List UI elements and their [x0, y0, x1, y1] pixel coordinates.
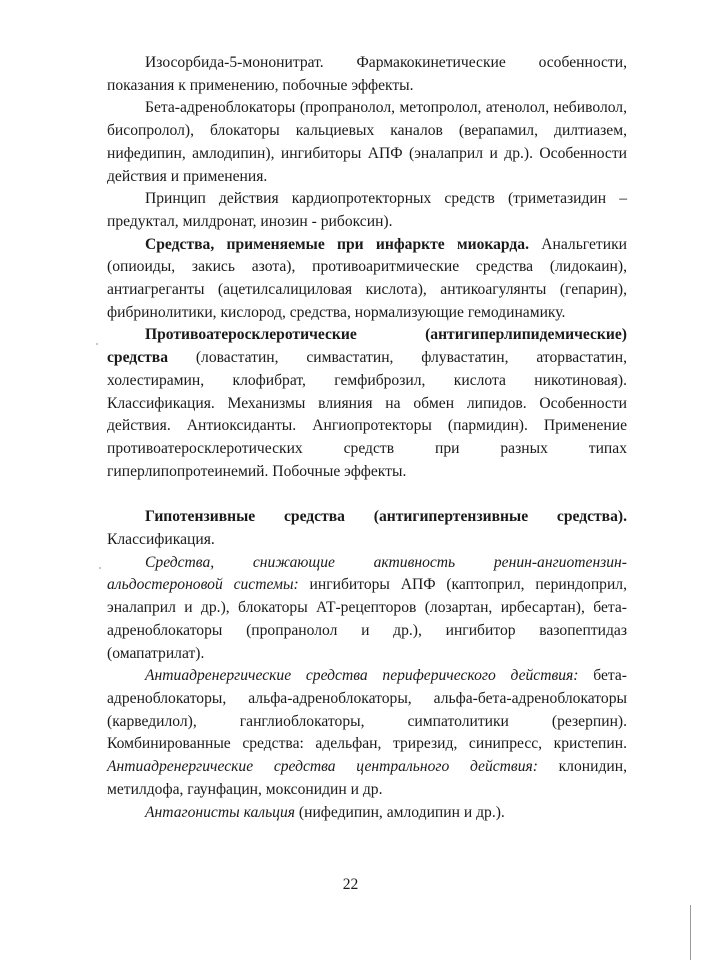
section-gap [107, 483, 627, 506]
text-run: ингибиторы АПФ (каптоприл, периндоприл, эналаприл и др.), блокаторы АТ-рецепторов (лозартан, ирбесартан), бета-адреноблокаторы (пропранолол и др.), ингибитор вазопептидаз (омапатрилат). [107, 576, 627, 662]
paragraph-myocardial-infarction [107, 234, 627, 325]
text-run: клонидин, метилдофа, гаунфацин, моксонидин и др. [107, 758, 627, 798]
italic-subheading: Антагонисты кальция [145, 803, 296, 821]
text-run: Анальгетики (опиоиды, закись азота), противоаритмические средства (лидокаин), антиагреганты (ацетилсалициловая кислота), антикоагулянты (гепарин), фибринолитики, кислород, средства, нормализующие гемодинамику. [107, 235, 627, 321]
text-run: Бета-адреноблокаторы (пропранолол, метопролол, атенолол, небиволол, бисопролол), блокаторы кальциевых каналов (верапамил, дилтиазем, нифедипин, амлодипин), ингибиторы АПФ (эналаприл и др.). Особенности действия и применения. [107, 99, 627, 185]
paragraph-antiadrenergic [107, 665, 627, 801]
scan-speck [96, 343, 98, 345]
text-run: (нифедипин, амлодипин и др.). [295, 803, 505, 821]
paragraph-raas [107, 552, 627, 666]
scan-speck [99, 567, 101, 569]
text-run: бета-адреноблокаторы, альфа-адреноблокаторы, альфа-бета-адреноблокаторы (карведилол), ганглиоблокаторы, симпатолитики (резерпин). Комбинированные средства: адельфан, трирезид, синипресс, кристепин. [107, 667, 627, 753]
paragraph-antiatherosclerotic [107, 324, 627, 483]
italic-subheading: Средства, снижающие активность ренин-ангиотензин-альдостероновой системы: [107, 553, 627, 594]
section-heading: Противоатеросклеротические (антигиперлипидемические) средства [107, 326, 627, 367]
section-heading: Средства, применяемые при инфаркте миокарда. [145, 235, 529, 253]
paragraph-isosorbide [107, 52, 627, 97]
paragraph-calcium-antagonists [107, 802, 627, 825]
paragraph-cardioprotectors [107, 188, 627, 233]
scan-edge-artifact [690, 905, 691, 960]
italic-subheading: Антиадренергические средства периферического действия: [145, 667, 579, 685]
text-run: Классификация. [107, 531, 215, 549]
text-run: (ловастатин, симвастатин, флувастатин, аторвастатин, холестирамин, клофибрат, гемфиброзил, кислота никотиновая). Классификация. Механизмы влияния на обмен липидов. Особенности действия. Антиоксиданты. Ангиопротекторы (пармидин). Применение противоатеросклеротических средств при разных типах гиперлипопротеинемий. Побочные эффекты. [107, 349, 627, 480]
paragraph-beta-blockers [107, 97, 627, 188]
document-body [107, 52, 627, 824]
text-run: Изосорбида-5-мононитрат. Фармакокинетические особенности, показания к применению, побочные эффекты. [107, 54, 627, 94]
paragraph-antihypertensive [107, 506, 627, 551]
italic-subheading: Антиадренергические средства центрального действия: [107, 758, 538, 776]
text-run: Принцип действия кардиопротекторных средств (триметазидин – предуктал, милдронат, инозин - рибоксин). [107, 190, 627, 230]
section-heading: Гипотензивные средства (антигипертензивные средства). [145, 508, 627, 526]
page-number: 22 [342, 876, 359, 893]
